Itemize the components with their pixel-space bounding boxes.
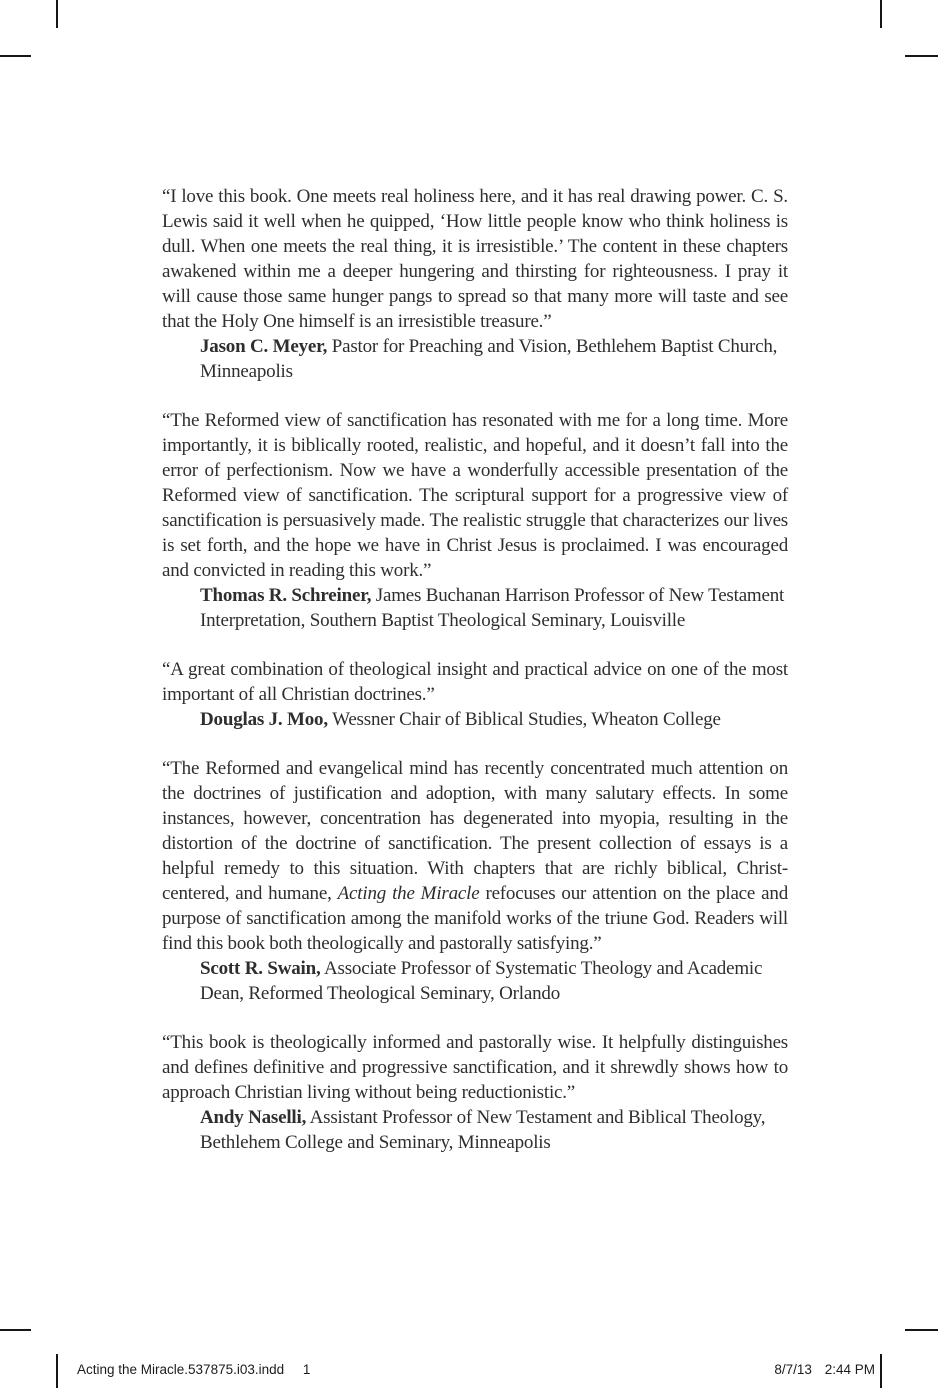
crop-mark-bottom-right-vertical bbox=[880, 1354, 882, 1388]
footer-date: 8/7/13 bbox=[774, 1362, 812, 1377]
endorsement-block bbox=[162, 657, 788, 732]
endorser-title: Wessner Chair of Biblical Studies, Wheaton College bbox=[327, 709, 721, 730]
quote-text: “A great combination of theological insight and practical advice on one of the most important of all Christian doctrines.” bbox=[162, 659, 788, 705]
crop-mark-top-right-horizontal bbox=[905, 55, 938, 57]
endorsement-attribution bbox=[162, 707, 788, 732]
endorsement-attribution bbox=[162, 1105, 788, 1155]
endorsement-quote bbox=[162, 756, 788, 956]
endorser-name: Andy Naselli, bbox=[200, 1107, 307, 1128]
quote-text: “This book is theologically informed and pastorally wise. It helpfully distinguishes and defines definitive and progressive sanctification, and it shrewdly shows how to approach Christian living without being reductionistic.” bbox=[162, 1032, 788, 1103]
quote-text: “I love this book. One meets real holiness here, and it has real drawing power. C. S. Lewis said it well when he quipped, ‘How little people know who think holiness is dull. When one meets the real thing, it is irresistible.’ The content in these chapters awakened within me a deeper hungering and thirsting for righteousness. I pray it will cause those same hunger pangs to spread so that many more will taste and see that the Holy One himself is an irresistible treasure.” bbox=[162, 186, 788, 332]
endorser-title: Associate Professor of Systematic Theology and Academic Dean, Reformed Theological Seminary, Orlando bbox=[200, 958, 763, 1004]
crop-mark-top-right-vertical bbox=[880, 0, 882, 28]
endorsement-quote bbox=[162, 657, 788, 707]
endorsement-attribution bbox=[162, 956, 788, 1006]
endorsement-block bbox=[162, 408, 788, 633]
endorsement-quote bbox=[162, 184, 788, 334]
crop-mark-bottom-right-horizontal bbox=[905, 1329, 938, 1331]
footer-slug-right bbox=[774, 1361, 875, 1378]
endorsements-list bbox=[162, 184, 788, 1155]
footer-filename: Acting the Miracle.537875.i03.indd bbox=[77, 1362, 285, 1377]
endorsement-attribution bbox=[162, 583, 788, 633]
footer-page-number: 1 bbox=[302, 1362, 311, 1377]
endorsement-block bbox=[162, 756, 788, 1006]
crop-mark-bottom-left-vertical bbox=[56, 1354, 58, 1388]
endorsement-quote bbox=[162, 1030, 788, 1105]
endorsement-block bbox=[162, 1030, 788, 1155]
endorser-name: Jason C. Meyer, bbox=[200, 336, 328, 357]
quote-text: refocuses our attention on the place and purpose of sanctification among the manifold works of the triune God. Readers will find this book both theologically and pastorally satisfying.” bbox=[162, 883, 788, 954]
endorsement-quote bbox=[162, 408, 788, 583]
footer-slug-left bbox=[77, 1361, 310, 1378]
endorser-title: James Buchanan Harrison Professor of New Testament Interpretation, Southern Baptist Theological Seminary, Louisville bbox=[200, 585, 785, 631]
endorsement-attribution bbox=[162, 334, 788, 384]
crop-mark-top-left-horizontal bbox=[0, 55, 31, 57]
endorser-name: Douglas J. Moo, bbox=[200, 709, 328, 730]
crop-mark-top-left-vertical bbox=[56, 0, 58, 28]
footer-time: 2:44 PM bbox=[824, 1362, 875, 1377]
endorser-name: Scott R. Swain, bbox=[200, 958, 321, 979]
book-title-italic: Acting the Miracle bbox=[337, 883, 480, 904]
page-content bbox=[162, 184, 788, 1155]
endorser-title: Pastor for Preaching and Vision, Bethlehem Baptist Church, Minneapolis bbox=[200, 336, 778, 382]
endorsement-block bbox=[162, 184, 788, 384]
quote-text: “The Reformed view of sanctification has resonated with me for a long time. More importantly, it is biblically rooted, realistic, and hopeful, and it doesn’t fall into the error of perfectionism. Now we have a wonderfully accessible presentation of the Reformed view of sanctification. The scriptural support for a progressive view of sanctification is persuasively made. The realistic struggle that characterizes our lives is set forth, and the hope we have in Christ Jesus is proclaimed. I was encouraged and convicted in reading this work.” bbox=[162, 410, 788, 581]
endorser-title: Assistant Professor of New Testament and Biblical Theology, Bethlehem College and Seminary, Minneapolis bbox=[200, 1107, 766, 1153]
endorser-name: Thomas R. Schreiner, bbox=[200, 585, 372, 606]
quote-text: “The Reformed and evangelical mind has recently concentrated much attention on the doctrines of justification and adoption, with many salutary effects. In some instances, however, concentration has degenerated into myopia, resulting in the distortion of the doctrine of sanctification. The present collection of essays is a helpful remedy to this situation. With chapters that are richly biblical, Christ-centered, and humane, bbox=[162, 758, 788, 904]
crop-mark-bottom-left-horizontal bbox=[0, 1329, 31, 1331]
